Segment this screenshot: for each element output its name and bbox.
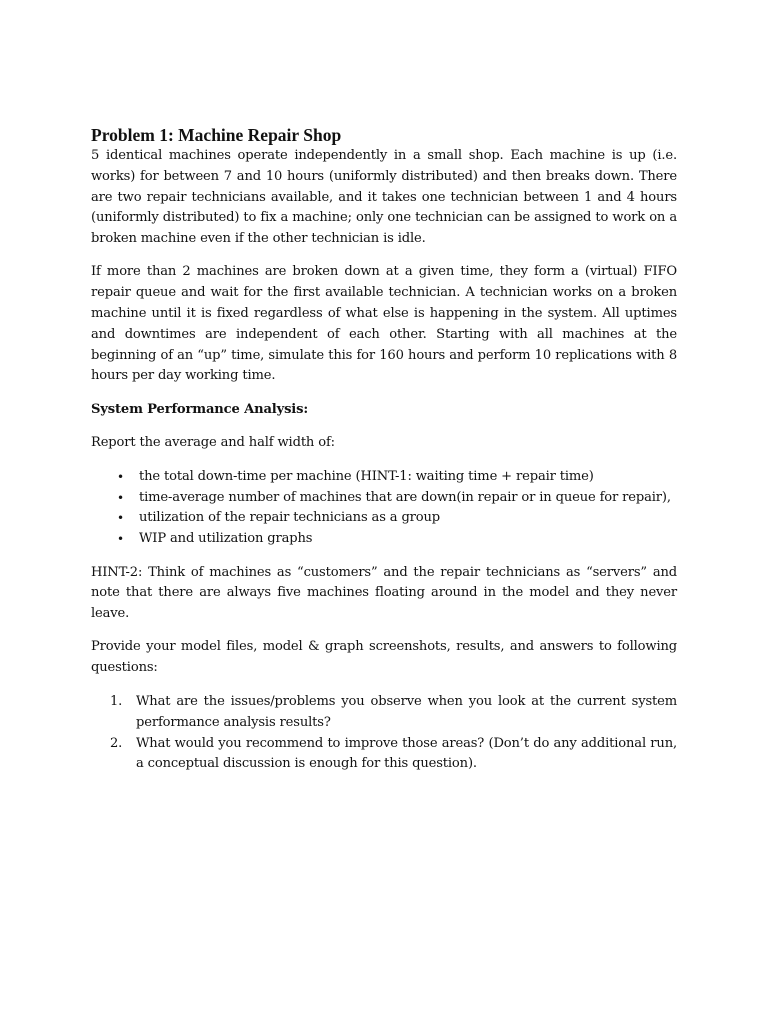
analysis-heading: System Performance Analysis: (91, 401, 309, 417)
bullet-text: time-average number of machines that are down(in repair or in queue for repair), (139, 489, 671, 505)
bullet-text: utilization of the repair technicians as a group (139, 510, 441, 526)
report-intro: Report the average and half width of: (91, 435, 335, 451)
question-text: What would you recommend to improve those areas? (Don’t do any additional run, a conceptual discussion is enough for this question). (136, 735, 677, 772)
bullet-icon: • (117, 469, 124, 484)
bullet-text: the total down-time per machine (HINT-1: waiting time + repair time) (139, 468, 594, 484)
bullet-text: WIP and utilization graphs (139, 531, 313, 547)
list-item (117, 488, 677, 509)
question-text: What are the issues/problems you observe when you look at the current system performance analysis results? (136, 694, 677, 730)
bullet-icon: • (117, 511, 124, 526)
question-list (91, 692, 677, 775)
question-number: 2. (110, 735, 123, 751)
problem-title: Problem 1: Machine Repair Shop (91, 125, 342, 145)
list-item (117, 529, 677, 550)
list-item (110, 692, 677, 734)
document-page (91, 124, 677, 775)
bullet-icon: • (117, 532, 124, 547)
report-bullet-list (91, 467, 677, 550)
question-number: 1. (110, 694, 123, 710)
list-item (117, 508, 677, 529)
bullet-icon: • (117, 490, 124, 505)
intro-paragraph: 5 identical machines operate independently in a small shop. Each machine is up (i.e. works) for between 7 and 10 hours (uniformly distributed) and then breaks down. There are two repair technicians available, and it takes one technician between 1 and 4 hours (uniformly distributed) to fix a machine; only one technician can be assigned to work on a broken machine even if the other technician is idle. (91, 148, 677, 247)
provide-paragraph: Provide your model files, model & graph screenshots, results, and answers to following questions: (91, 639, 677, 676)
list-item (117, 467, 677, 488)
queue-paragraph: If more than 2 machines are broken down at a given time, they form a (virtual) FIFO repair queue and wait for the first available technician. A technician works on a broken machine until it is fixed regardless of what else is happening in the system. All uptimes and downtimes are independent of each other. Starting with all machines at the beginning of an “up” time, simulate this for 160 hours and perform 10 replications with 8 hours per day working time. (91, 264, 677, 384)
hint-2-paragraph: HINT-2: Think of machines as “customers” and the repair technicians as “servers” and note that there are always five machines floating around in the model and they never leave. (91, 564, 677, 622)
list-item (110, 734, 677, 776)
